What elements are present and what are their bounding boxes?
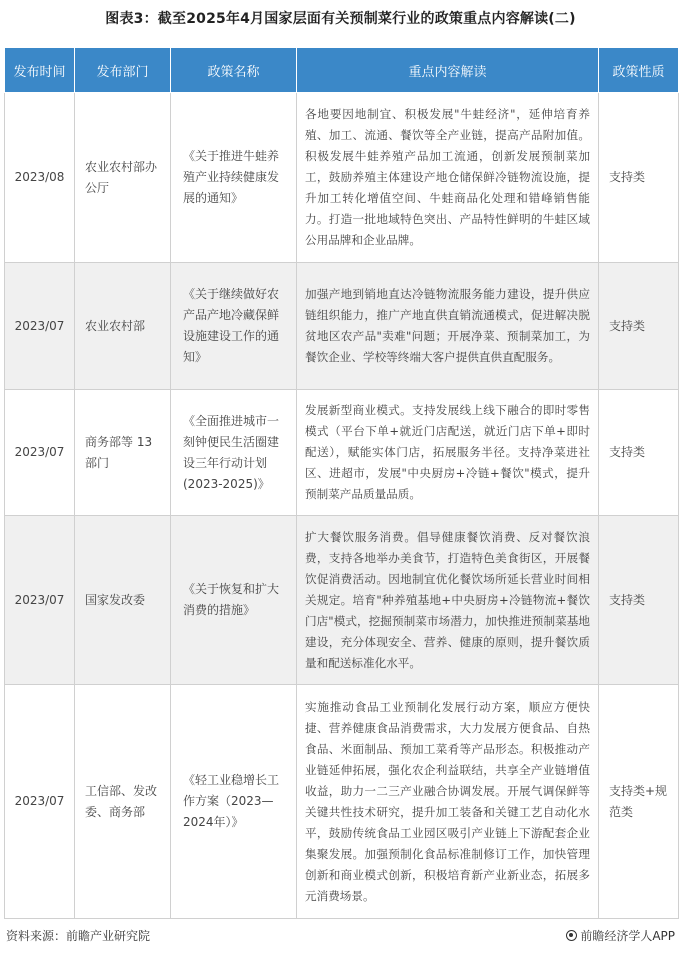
header-dept: 发布部门 (75, 48, 171, 93)
header-time: 发布时间 (5, 48, 75, 93)
footer (6, 927, 675, 947)
header-type: 政策性质 (599, 48, 679, 93)
cell-dept: 工信部、发改委、商务部 (75, 685, 171, 919)
cell-name: 《关于继续做好农产品产地冷藏保鲜设施建设工作的通知》 (171, 263, 297, 390)
cell-time: 2023/07 (5, 516, 75, 685)
cell-content: 各地要因地制宜、积极发展"牛蛙经济"，延伸培育养殖、加工、流通、餐饮等全产业链，提高产品附加值。积极发展牛蛙养殖产品加工流通，创新发展预制菜加工，鼓励养殖主体建设产地仓储保鲜冷链物流设施，提升加工转化增值空间、牛蛙商品化处理和错峰销售能力。打造一批地域特色突出、产品特性鲜明的牛蛙区域公用品牌和企业品牌。 (297, 93, 599, 263)
cell-name: 《关于恢复和扩大消费的措施》 (171, 516, 297, 685)
table-row (5, 390, 679, 516)
source-note: 资料来源：前瞻产业研究院 (6, 929, 151, 943)
policy-table (4, 47, 679, 919)
cell-time: 2023/08 (5, 93, 75, 263)
cell-time: 2023/07 (5, 263, 75, 390)
table-row (5, 516, 679, 685)
cell-type: 支持类+规范类 (599, 685, 679, 919)
brand (566, 927, 675, 944)
header-name: 政策名称 (171, 48, 297, 93)
cell-type: 支持类 (599, 93, 679, 263)
table-row (5, 685, 679, 919)
cell-type: 支持类 (599, 263, 679, 390)
table-row (5, 93, 679, 263)
cell-name: 《轻工业稳增长工作方案（2023—2024年）》 (171, 685, 297, 919)
brand-label: 前瞻经济学人APP (580, 929, 675, 943)
cell-type: 支持类 (599, 390, 679, 516)
header-content: 重点内容解读 (297, 48, 599, 93)
cell-dept: 农业农村部 (75, 263, 171, 390)
cell-name: 《关于推进牛蛙养殖产业持续健康发展的通知》 (171, 93, 297, 263)
table-header-row (5, 48, 679, 93)
cell-content: 实施推动食品工业预制化发展行动方案，顺应方便快捷、营养健康食品消费需求，大力发展方便食品、自热食品、米面制品、预加工菜肴等产品形态。积极推动产业链延伸拓展，强化农企利益联结，共享全产业链增值收益，助力一二三产业融合协调发展。开展气调保鲜等关键共性技术研究，提升加工装备和关键工艺自动化水平，鼓励传统食品工业园区吸引产业链上下游配套企业集聚发展。加强预制化食品标准制修订工作，加快管理创新和商业模式创新，积极培育新产业新业态，拓展多元消费场景。 (297, 685, 599, 919)
cell-content: 扩大餐饮服务消费。倡导健康餐饮消费、反对餐饮浪费，支持各地举办美食节，打造特色美食街区，开展餐饮促消费活动。因地制宜优化餐饮场所延长营业时间相关规定。培育"种养殖基地+中央厨房+冷链物流+餐饮门店"模式，挖掘预制菜市场潜力，加快推进预制菜基地建设，充分体现安全、营养、健康的原则，提升餐饮质量和配送标准化水平。 (297, 516, 599, 685)
cell-name: 《全面推进城市一刻钟便民生活圈建设三年行动计划(2023-2025)》 (171, 390, 297, 516)
cell-time: 2023/07 (5, 685, 75, 919)
cell-content: 加强产地到销地直达冷链物流服务能力建设，提升供应链组织能力，推广产地直供直销流通模式，促进解决脱贫地区农产品"卖难"问题；开展净菜、预制菜加工，为餐饮企业、学校等终端大客户提供直供直配服务。 (297, 263, 599, 390)
cell-content: 发展新型商业模式。支持发展线上线下融合的即时零售模式（平台下单+就近门店配送，就近门店下单+即时配送），赋能实体门店，拓展服务半径。支持净菜进社区、进超市，发展"中央厨房+冷链+餐饮"模式，提升预制菜产品质量品质。 (297, 390, 599, 516)
table-row (5, 263, 679, 390)
cell-time: 2023/07 (5, 390, 75, 516)
cell-dept: 农业农村部办公厅 (75, 93, 171, 263)
cell-dept: 商务部等 13 部门 (75, 390, 171, 516)
cell-dept: 国家发改委 (75, 516, 171, 685)
page-title: 图表3：截至2025年4月国家层面有关预制菜行业的政策重点内容解读(二) (105, 11, 576, 27)
qianzhan-logo-icon (566, 930, 577, 941)
cell-type: 支持类 (599, 516, 679, 685)
